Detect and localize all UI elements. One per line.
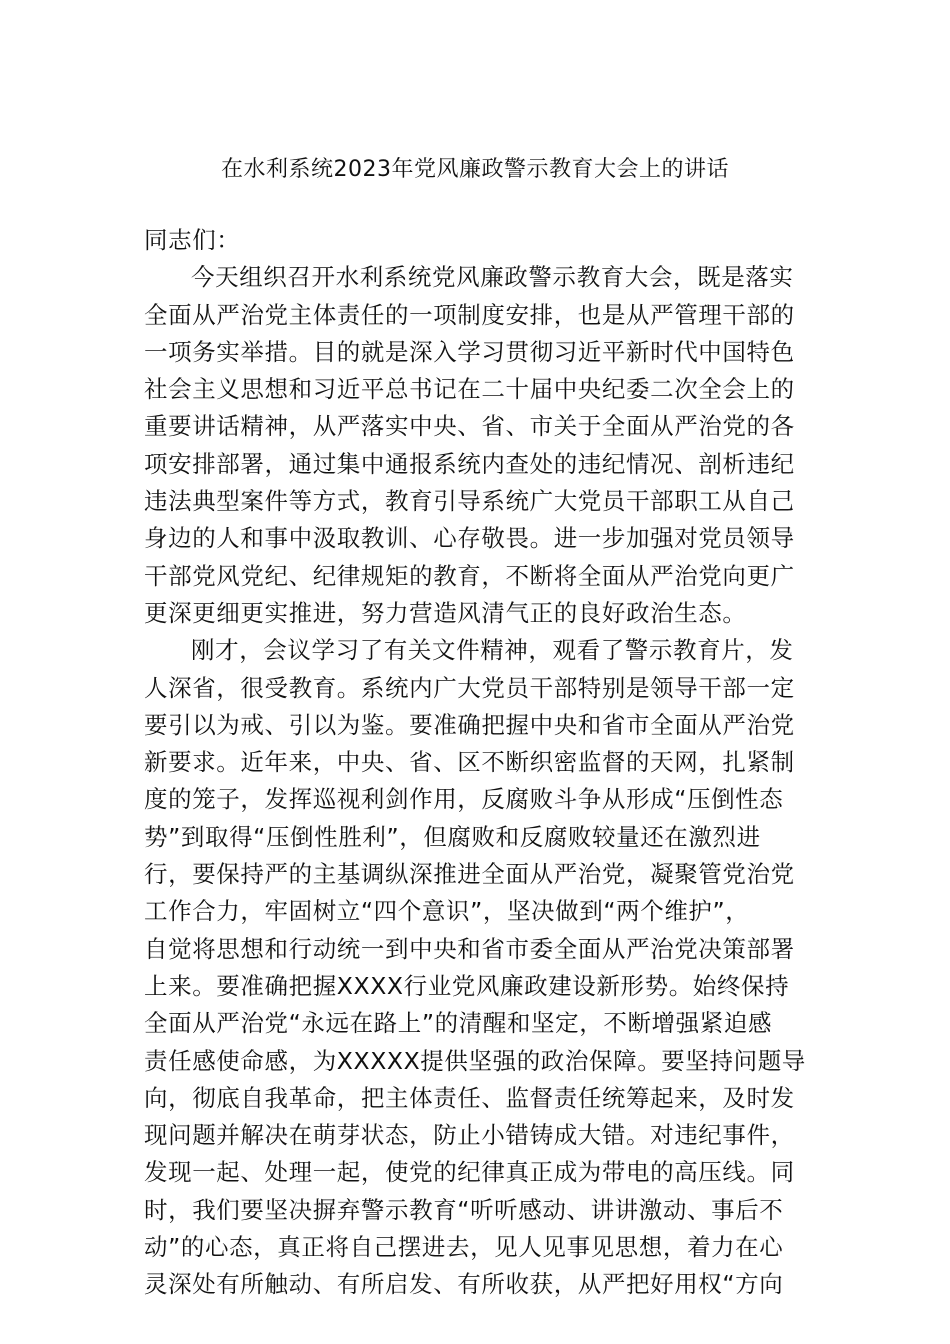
paragraph-line: 今天组织召开水利系统党风廉政警示教育大会，既是落实	[191, 263, 794, 292]
paragraph-line: 责任感使命感，为XXXXX提供坚强的政治保障。要坚持问题导	[144, 1046, 806, 1075]
paragraph-line: 人深省，很受教育。系统内广大党员干部特别是领导干部一定	[144, 673, 795, 702]
paragraph-line: 要引以为戒、引以为鉴。要准确把握中央和省市全面从严治党	[144, 710, 795, 739]
paragraph-line: 项安排部署，通过集中通报系统内查处的违纪情况、剖析违纪	[144, 449, 795, 478]
paragraph-line: 身边的人和事中汲取教训、心存敬畏。进一步加强对党员领导	[144, 524, 795, 553]
paragraph-line: 势”到取得“压倒性胜利”，但腐败和反腐败较量还在激烈进	[144, 822, 761, 851]
paragraph-line: 向，彻底自我革命，把主体责任、监督责任统筹起来，及时发	[144, 1083, 795, 1112]
paragraph-line: 发现一起、处理一起，使党的纪律真正成为带电的高压线。同	[144, 1158, 795, 1187]
paragraph-line: 全面从严治党主体责任的一项制度安排，也是从严管理干部的	[144, 300, 795, 329]
salutation: 同志们：	[144, 226, 241, 254]
paragraph-line: 上来。要准确把握XXXX行业党风廉政建设新形势。始终保持	[144, 971, 790, 1000]
paragraph-line: 新要求。近年来，中央、省、区不断织密监督的天网，扎紧制	[144, 748, 795, 777]
paragraph-line: 刚才，会议学习了有关文件精神，观看了警示教育片，发	[191, 636, 794, 665]
paragraph-1	[144, 259, 809, 632]
paragraph-2	[144, 632, 809, 1303]
document-body	[144, 222, 809, 1304]
paragraph-line: 重要讲话精神，从严落实中央、省、市关于全面从严治党的各	[144, 412, 795, 441]
paragraph-line: 违法典型案件等方式，教育引导系统广大党员干部职工从自己	[144, 487, 795, 516]
paragraph-line: 度的笼子，发挥巡视利剑作用，反腐败斗争从形成“压倒性态	[144, 785, 784, 814]
paragraph-line: 更深更细更实推进，努力营造风清气正的良好政治生态。	[144, 598, 747, 627]
paragraph-line: 社会主义思想和习近平总书记在二十届中央纪委二次全会上的	[144, 375, 795, 404]
paragraph-line: 自觉将思想和行动统一到中央和省市委全面从严治党决策部署	[144, 934, 795, 963]
document-title: 在水利系统2023年党风廉政警示教育大会上的讲话	[221, 157, 729, 182]
paragraph-line: 灵深处有所触动、有所启发、有所收获，从严把好用权“方向	[144, 1270, 784, 1299]
paragraph-line: 现问题并解决在萌芽状态，防止小错铸成大错。对违纪事件，	[144, 1121, 795, 1150]
paragraph-line: 动”的心态，真正将自己摆进去，见人见事见思想，着力在心	[144, 1233, 784, 1262]
paragraph-line: 一项务实举措。目的就是深入学习贯彻习近平新时代中国特色	[144, 337, 795, 366]
paragraph-line: 全面从严治党“永远在路上”的清醒和坚定，不断增强紧迫感	[144, 1009, 773, 1038]
paragraph-line: 时，我们要坚决摒弃警示教育“听听感动、讲讲激动、事后不	[144, 1195, 784, 1224]
paragraph-line: 工作合力，牢固树立“四个意识”，坚决做到“两个维护”，	[144, 897, 750, 926]
paragraph-line: 干部党风党纪、纪律规矩的教育，不断将全面从严治党向更广	[144, 561, 795, 590]
paragraph-line: 行，要保持严的主基调纵深推进全面从严治党，凝聚管党治党	[144, 860, 795, 889]
